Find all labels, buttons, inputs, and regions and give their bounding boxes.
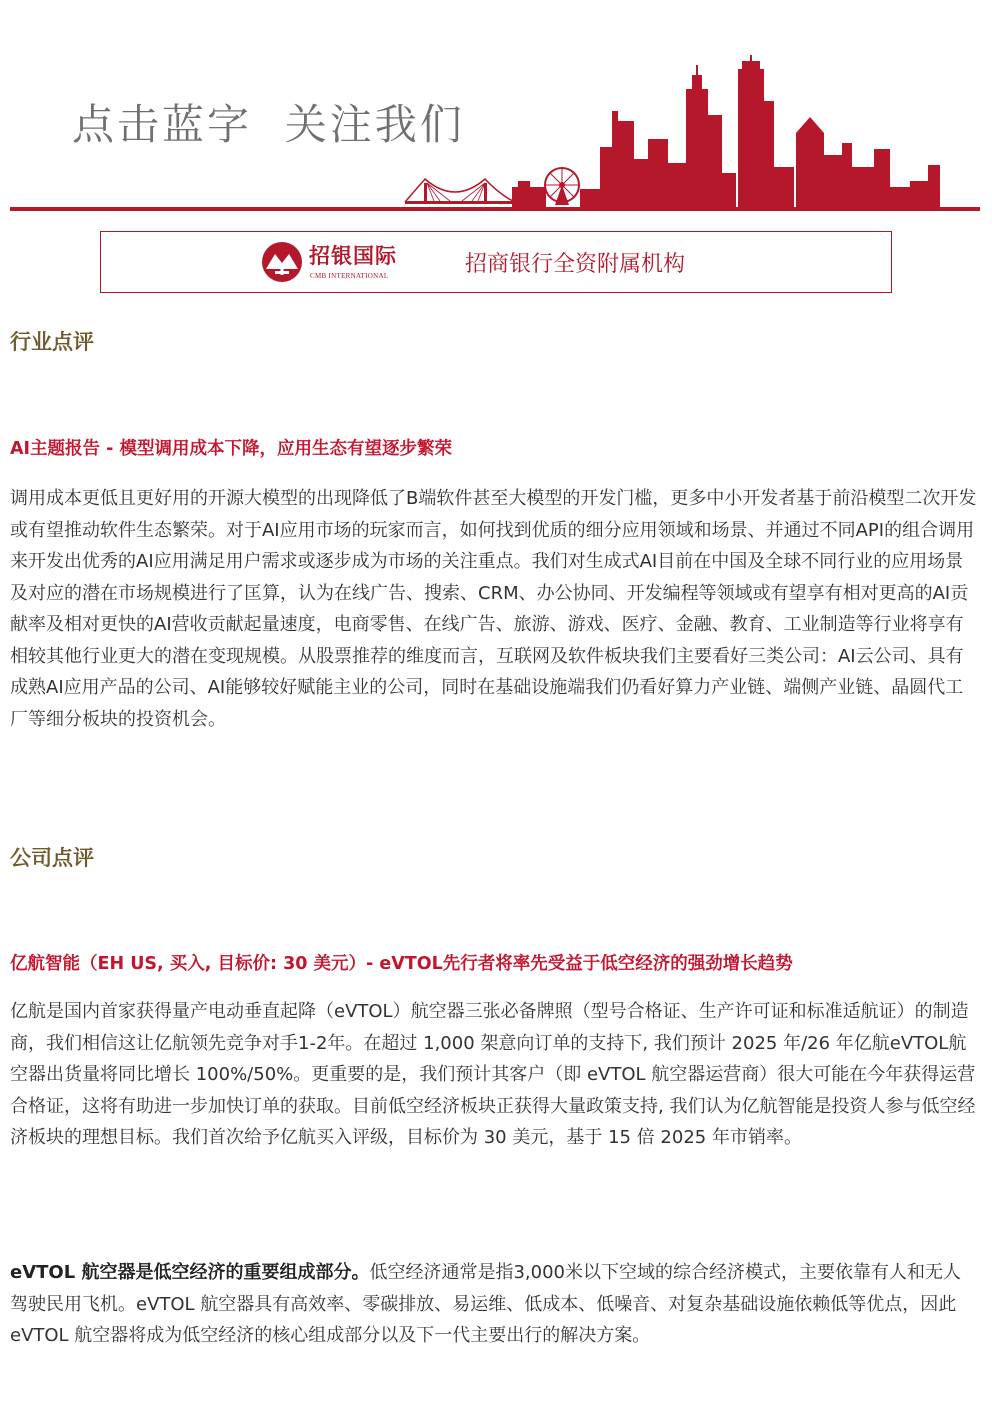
paragraph-lead: eVTOL 航空器是低空经济的重要组成部分。	[10, 1262, 370, 1283]
section-title-industry: 行业点评	[10, 330, 94, 354]
cmbi-logo-text: 招银国际	[309, 243, 397, 268]
header-divider	[10, 207, 980, 211]
company-report-body: 亿航是国内首家获得量产电动垂直起降（eVTOL）航空器三张必备牌照（型号合格证、生产许可证和标准适航证）的制造商，我们相信这让亿航领先竞争对手1-2年。在超过 1,000 架意向订单的支持下, 我们预计 2025 年/26 年亿航eVTOL航空器出货量将同比增长 100%/50%。更重要的是，我们预计其客户（即 eVTOL 航空器运营商）很大可能在今年获得运营合格证，这将有助进一步加快订单的获取。目前低空经济板块正获得大量政策支持, 我们认为亿航智能是投资人参与低空经济板块的理想目标。我们首次给予亿航买入评级，目标价为 30 美元，基于 15 倍 2025 年市销率。	[10, 1001, 976, 1148]
cmbi-logo-subtext: CMB INTERNATIONAL	[310, 272, 389, 280]
cmbi-logo-icon	[261, 241, 303, 283]
city-skyline-illustration	[400, 55, 960, 211]
cmbi-brand-banner	[100, 231, 892, 293]
company-report-headline: 亿航智能（EH US, 买入, 目标价: 30 美元）- eVTOL先行者将率先受益于低空经济的强劲增长趋势	[10, 954, 793, 974]
page-header	[0, 0, 992, 215]
paragraph-body: 低空经济通常是指3,000米以下空域的综合经济模式，主要依靠有人和无人驾驶民用飞机。eVTOL 航空器具有高效率、零碳排放、易运维、低成本、低噪音、对复杂基础设施依赖低等优点，因此eVTOL 航空器将成为低空经济的核心组成部分以及下一代主要出行的解决方案。	[10, 1262, 961, 1346]
section-title-company: 公司点评	[10, 846, 94, 870]
industry-report-headline: AI主题报告 - 模型调用成本下降，应用生态有望逐步繁荣	[10, 439, 453, 459]
industry-report-body: 调用成本更低且更好用的开源大模型的出现降低了B端软件甚至大模型的开发门槛，更多中小开发者基于前沿模型二次开发或有望推动软件生态繁荣。对于AI应用市场的玩家而言，如何找到优质的细分应用领域和场景、并通过不同API的组合调用来开发出优秀的AI应用满足用户需求或逐步成为市场的关注重点。我们对生成式AI目前在中国及全球不同行业的应用场景及对应的潜在市场规模进行了匡算，认为在线广告、搜索、CRM、办公协同、开发编程等领域或有望享有相对更高的AI贡献率及相对更快的AI营收贡献起量速度，电商零售、在线广告、旅游、游戏、医疗、金融、教育、工业制造等行业将享有相较其他行业更大的潜在变现规模。从股票推荐的维度而言，互联网及软件板块我们主要看好三类公司：AI云公司、具有成熟AI应用产品的公司、AI能够较好赋能主业的公司，同时在基础设施端我们仍看好算力产业链、端侧产业链、晶圆代工厂等细分板块的投资机会。	[10, 488, 977, 730]
company-report-paragraph-2	[10, 1257, 978, 1352]
follow-us-banner[interactable]: 点击蓝字 关注我们	[72, 100, 465, 149]
brand-tagline: 招商银行全资附属机构	[465, 252, 686, 277]
